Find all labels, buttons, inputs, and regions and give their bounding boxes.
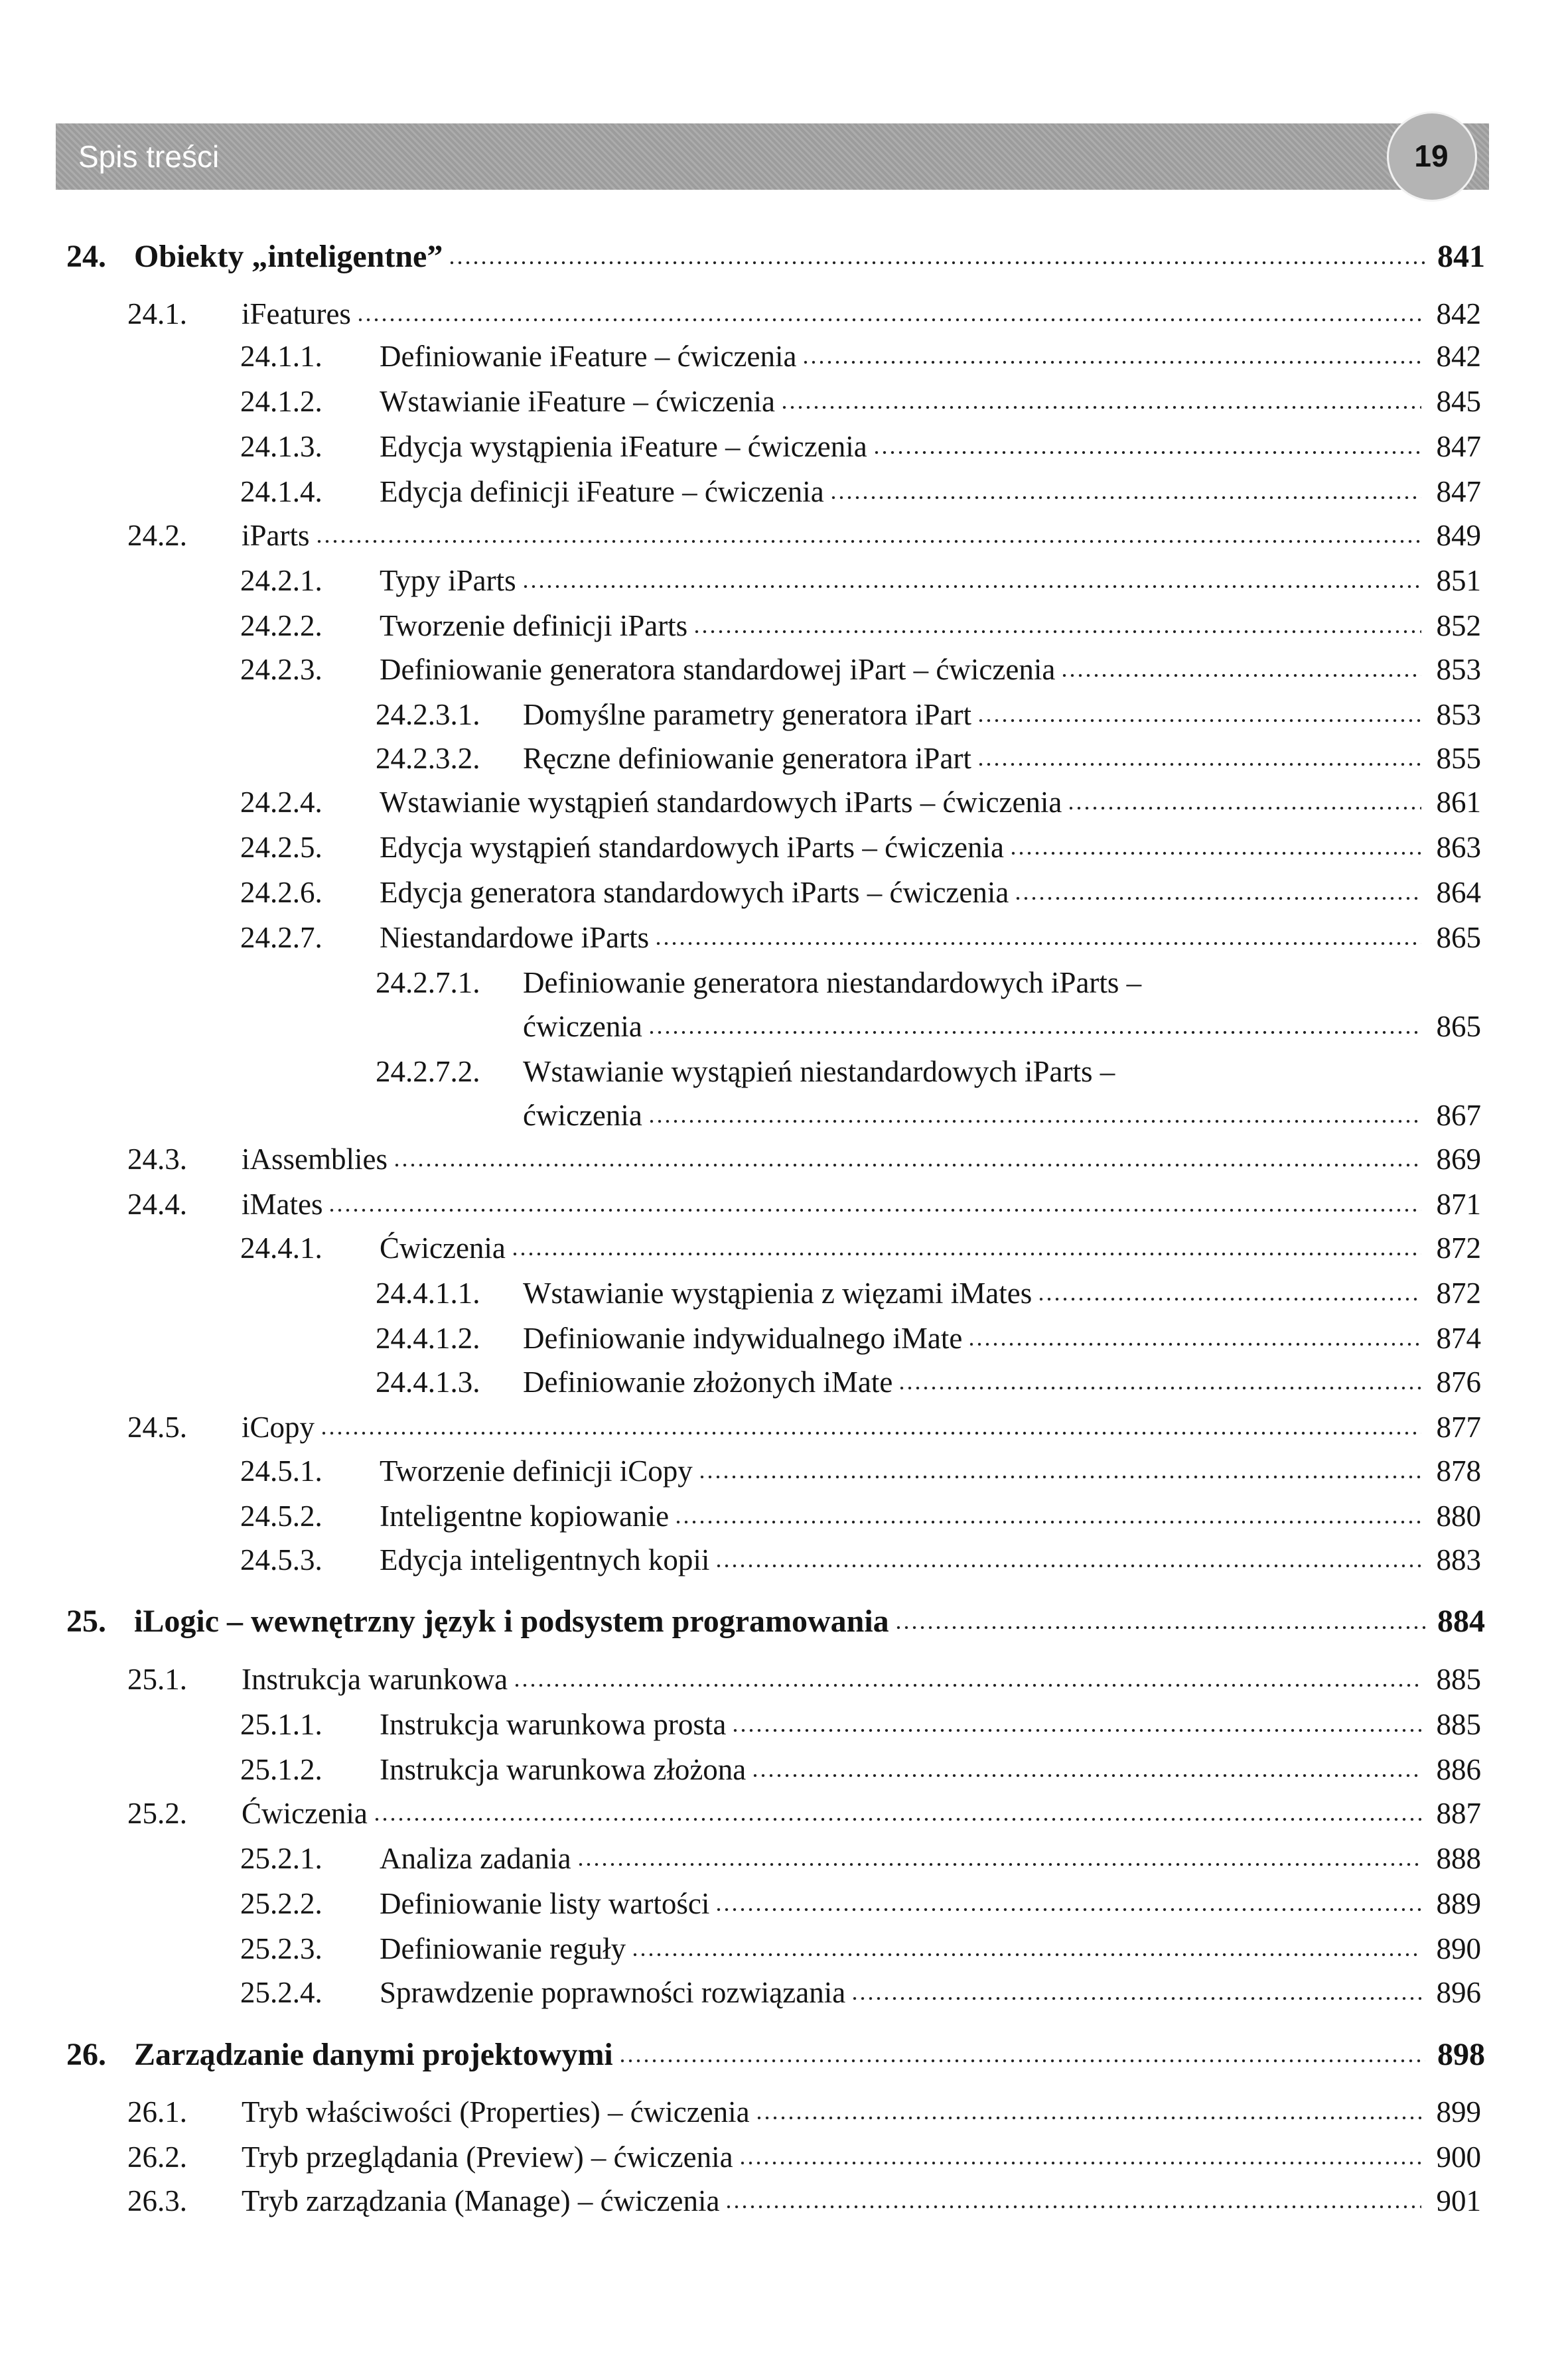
toc-number: 26.2. <box>127 2140 187 2174</box>
toc-title: Definiowanie iFeature – ćwiczenia <box>380 340 797 373</box>
toc-page-number: 847 <box>1436 430 1481 463</box>
dot-leader <box>320 1431 1421 1435</box>
toc-number: 24.2.6. <box>240 876 322 909</box>
toc-entry[interactable] <box>0 1272 1568 1314</box>
toc-chapter[interactable] <box>0 236 1568 278</box>
toc-number: 25.2.3. <box>240 1932 322 1965</box>
dot-leader <box>618 2059 1425 2063</box>
toc-entry[interactable] <box>0 1748 1568 1791</box>
toc-number: 24.2.1. <box>240 564 322 597</box>
toc-entry[interactable] <box>0 1183 1568 1225</box>
toc-number: 24.4.1.1. <box>376 1277 480 1310</box>
toc-number: 24.2.3. <box>240 653 322 686</box>
toc-title: iAssemblies <box>242 1143 388 1176</box>
toc-page-number: 896 <box>1436 1976 1481 2009</box>
toc-title: Wstawianie wystąpienia z więzami iMates <box>523 1277 1033 1310</box>
toc-title: iParts <box>242 519 310 552</box>
toc-number: 24. <box>66 239 106 274</box>
toc-title: Instrukcja warunkowa prosta <box>380 1708 727 1741</box>
toc-number: 24.1.2. <box>240 385 322 418</box>
dot-leader <box>1009 851 1421 855</box>
dot-leader <box>315 539 1421 543</box>
toc-title: Definiowanie generatora standardowej iPart – ćwiczenia <box>380 653 1056 686</box>
dot-leader <box>513 1683 1421 1687</box>
dot-leader <box>751 1774 1421 1778</box>
toc-title: Ręczne definiowanie generatora iPart <box>523 742 971 775</box>
toc-title: Typy iParts <box>380 564 516 597</box>
toc-number: 25.2.2. <box>240 1887 322 1920</box>
toc-entry[interactable] <box>0 1837 1568 1880</box>
toc-page-number: 883 <box>1436 1543 1481 1576</box>
toc-number: 24.5. <box>127 1411 187 1444</box>
toc-number: 24.5.3. <box>240 1543 322 1576</box>
toc-entry[interactable] <box>0 380 1568 423</box>
toc-number: 24.4. <box>127 1188 187 1221</box>
toc-entry[interactable] <box>0 1971 1568 2014</box>
dot-leader <box>851 1996 1421 2000</box>
toc-title: Ćwiczenia <box>380 1231 506 1265</box>
toc-number: 24.4.1.3. <box>376 1365 480 1399</box>
toc-title: Tryb zarządzania (Manage) – ćwiczenia <box>242 2184 720 2217</box>
toc-title: Wstawianie iFeature – ćwiczenia <box>380 385 775 418</box>
dot-leader <box>373 1817 1421 1821</box>
toc-page-number: 845 <box>1436 385 1481 418</box>
toc-number: 24.3. <box>127 1143 187 1176</box>
toc-entry[interactable] <box>0 514 1568 557</box>
toc-number: 26.3. <box>127 2184 187 2217</box>
toc-entry[interactable] <box>0 1317 1568 1360</box>
toc-number: 24.2. <box>127 519 187 552</box>
dot-leader <box>654 942 1421 945</box>
toc-number: 24.5.1. <box>240 1454 322 1488</box>
toc-title: Tryb przeglądania (Preview) – ćwiczenia <box>242 2140 733 2174</box>
toc-page-number: 865 <box>1436 921 1481 954</box>
toc-title: Definiowanie złożonych iMate <box>523 1365 893 1399</box>
dot-leader <box>715 1564 1421 1568</box>
toc-entry[interactable] <box>0 1882 1568 1925</box>
toc-entry[interactable] <box>0 559 1568 602</box>
toc-page-number: 863 <box>1436 831 1481 864</box>
toc-page-number: 867 <box>1436 1099 1481 1132</box>
toc-title: Wstawianie wystąpień niestandardowych iParts – <box>523 1055 1115 1088</box>
dot-leader <box>511 1252 1421 1256</box>
dot-leader <box>739 2161 1421 2165</box>
toc-page-number: 874 <box>1436 1322 1481 1355</box>
toc-title: iCopy <box>242 1411 315 1444</box>
dot-leader <box>1014 896 1421 900</box>
dot-leader <box>1060 673 1421 677</box>
toc-title: Instrukcja warunkowa <box>242 1663 508 1696</box>
toc-page-number: 887 <box>1436 1797 1481 1830</box>
section-title: Spis treści <box>78 139 220 174</box>
dot-leader <box>967 1342 1421 1346</box>
toc-title: Tworzenie definicji iParts <box>380 609 688 642</box>
dot-leader <box>356 318 1421 322</box>
toc-entry[interactable] <box>0 470 1568 513</box>
toc-page-number: 864 <box>1436 876 1481 909</box>
toc-number: 24.2.7.2. <box>376 1055 480 1088</box>
toc-entry[interactable] <box>0 737 1568 780</box>
toc-page-number: 871 <box>1436 1188 1481 1221</box>
toc-number: 25.2. <box>127 1797 187 1830</box>
toc-entry[interactable] <box>0 1361 1568 1403</box>
toc-title: Edycja inteligentnych kopii <box>380 1543 710 1576</box>
toc-page-number: 841 <box>1437 239 1485 274</box>
toc-chapter[interactable] <box>0 2034 1568 2076</box>
toc-entry[interactable] <box>0 826 1568 869</box>
toc-page-number: 878 <box>1436 1454 1481 1488</box>
toc-page-number: 886 <box>1436 1753 1481 1786</box>
toc-entry[interactable] <box>0 2091 1568 2133</box>
dot-leader <box>393 1163 1421 1167</box>
page-number: 19 <box>1414 139 1449 173</box>
toc-entry[interactable] <box>0 1792 1568 1835</box>
toc-entry[interactable] <box>0 693 1568 736</box>
toc-number: 26. <box>66 2037 106 2072</box>
toc-entry[interactable] <box>0 1406 1568 1448</box>
toc-entry[interactable] <box>0 293 1568 335</box>
dot-leader <box>522 585 1421 589</box>
dot-leader <box>802 360 1421 364</box>
dot-leader <box>898 1386 1421 1390</box>
toc-number: 24.2.4. <box>240 786 322 819</box>
toc-page-number: 855 <box>1436 742 1481 775</box>
toc-entry[interactable] <box>0 1927 1568 1970</box>
toc-number: 25.1. <box>127 1663 187 1696</box>
toc-entry[interactable] <box>0 781 1568 823</box>
toc-entry[interactable] <box>0 425 1568 468</box>
toc-number: 24.1. <box>127 297 187 330</box>
toc-entry[interactable] <box>0 871 1568 914</box>
toc-entry[interactable] <box>0 1227 1568 1269</box>
toc-page-number: 853 <box>1436 698 1481 731</box>
toc-page-number: 877 <box>1436 1411 1481 1444</box>
toc-entry[interactable] <box>0 1450 1568 1492</box>
toc-title: Tryb właściwości (Properties) – ćwiczenia <box>242 2095 750 2129</box>
dot-leader <box>780 405 1421 409</box>
toc-entry[interactable] <box>0 1005 1568 1048</box>
toc-entry[interactable] <box>0 648 1568 691</box>
toc-page-number: 872 <box>1436 1277 1481 1310</box>
toc-number: 25.1.1. <box>240 1708 322 1741</box>
toc-page-number: 852 <box>1436 609 1481 642</box>
toc-title: Zarządzanie danymi projektowymi <box>134 2037 613 2072</box>
toc-number: 24.5.2. <box>240 1500 322 1533</box>
toc-title: Ćwiczenia <box>242 1797 368 1830</box>
toc-title: Edycja wystąpienia iFeature – ćwiczenia <box>380 430 867 463</box>
toc-number: 24.2.3.2. <box>376 742 480 775</box>
dot-leader <box>873 451 1421 455</box>
dot-leader <box>577 1862 1421 1866</box>
toc-title: iLogic – wewnętrzny język i podsystem programowania <box>134 1604 889 1639</box>
dot-leader <box>894 1626 1425 1630</box>
toc-number: 24.2.3.1. <box>376 698 480 731</box>
dot-leader <box>693 630 1421 634</box>
toc-number: 25.1.2. <box>240 1753 322 1786</box>
toc-entry[interactable] <box>0 1138 1568 1180</box>
toc-title: Inteligentne kopiowanie <box>380 1500 670 1533</box>
toc-chapter[interactable] <box>0 1600 1568 1643</box>
dot-leader <box>1067 806 1421 810</box>
toc-title: Edycja definicji iFeature – ćwiczenia <box>380 475 824 508</box>
dot-leader <box>648 1119 1421 1123</box>
toc-number: 24.1.3. <box>240 430 322 463</box>
toc-page-number: 849 <box>1436 519 1481 552</box>
toc-page-number: 880 <box>1436 1500 1481 1533</box>
dot-leader <box>674 1520 1421 1524</box>
dot-leader <box>328 1208 1421 1212</box>
toc-page-number: 884 <box>1437 1604 1485 1639</box>
dot-leader <box>977 719 1421 723</box>
dot-leader <box>1037 1297 1421 1301</box>
toc-number: 24.4.1. <box>240 1231 322 1265</box>
dot-leader <box>731 1728 1421 1732</box>
toc-page-number: 899 <box>1436 2095 1481 2129</box>
toc-title: Definiowanie listy wartości <box>380 1887 710 1920</box>
toc-entry[interactable] <box>0 2136 1568 2178</box>
dot-leader <box>631 1953 1421 1957</box>
toc-page-number: 861 <box>1436 786 1481 819</box>
toc-page-number: 885 <box>1436 1708 1481 1741</box>
toc-title: Domyślne parametry generatora iPart <box>523 698 971 731</box>
toc-page-number: 853 <box>1436 653 1481 686</box>
toc-number: 25.2.4. <box>240 1976 322 2009</box>
toc-title: Edycja wystąpień standardowych iParts – ćwiczenia <box>380 831 1004 864</box>
dot-leader <box>755 2116 1421 2120</box>
toc-page-number: 888 <box>1436 1842 1481 1875</box>
toc-number: 24.2.7. <box>240 921 322 954</box>
toc-title: Tworzenie definicji iCopy <box>380 1454 693 1488</box>
toc-title: Analiza zadania <box>380 1842 571 1875</box>
toc-entry[interactable] <box>0 1703 1568 1746</box>
toc-page-number: 872 <box>1436 1231 1481 1265</box>
toc-page-number: 865 <box>1436 1010 1481 1043</box>
toc-page-number: 876 <box>1436 1365 1481 1399</box>
toc-title: Obiekty „inteligentne” <box>134 239 443 274</box>
toc-entry[interactable] <box>0 1658 1568 1701</box>
toc-title: iMates <box>242 1188 323 1221</box>
toc-entry[interactable] <box>0 1094 1568 1137</box>
toc-number: 24.4.1.2. <box>376 1322 480 1355</box>
toc-entry[interactable] <box>0 961 1568 1004</box>
toc-entry[interactable] <box>0 1050 1568 1093</box>
toc-page-number: 898 <box>1437 2037 1485 2072</box>
dot-leader <box>977 762 1421 766</box>
toc-entry[interactable] <box>0 916 1568 959</box>
toc-number: 24.1.1. <box>240 340 322 373</box>
toc-page-number: 900 <box>1436 2140 1481 2174</box>
toc-page-number: 869 <box>1436 1143 1481 1176</box>
toc-entry[interactable] <box>0 1539 1568 1581</box>
toc-title: ćwiczenia <box>523 1099 642 1132</box>
toc-title: Definiowanie reguły <box>380 1932 626 1965</box>
dot-leader <box>698 1475 1421 1479</box>
toc-page-number: 889 <box>1436 1887 1481 1920</box>
toc-page-number: 901 <box>1436 2184 1481 2217</box>
toc-number: 25.2.1. <box>240 1842 322 1875</box>
toc-number: 24.2.5. <box>240 831 322 864</box>
dot-leader <box>829 496 1421 500</box>
toc-page-number: 890 <box>1436 1932 1481 1965</box>
toc-entry[interactable] <box>0 604 1568 647</box>
toc-title: Definiowanie generatora niestandardowych iParts – <box>523 966 1142 999</box>
toc-page-number: 842 <box>1436 340 1481 373</box>
toc-number: 24.2.2. <box>240 609 322 642</box>
dot-leader <box>725 2205 1421 2209</box>
dot-leader <box>648 1030 1421 1034</box>
toc-title: iFeatures <box>242 297 351 330</box>
toc-title: Definiowanie indywidualnego iMate <box>523 1322 963 1355</box>
toc-entry[interactable] <box>0 2180 1568 2222</box>
dot-leader <box>715 1908 1421 1912</box>
toc-title: ćwiczenia <box>523 1010 642 1043</box>
toc-entry[interactable] <box>0 1495 1568 1537</box>
toc-title: Sprawdzenie poprawności rozwiązania <box>380 1976 846 2009</box>
toc-number: 25. <box>66 1604 106 1639</box>
toc-entry[interactable] <box>0 335 1568 378</box>
dot-leader <box>448 261 1425 265</box>
toc-page-number: 842 <box>1436 297 1481 330</box>
toc-number: 26.1. <box>127 2095 187 2129</box>
toc-number: 24.2.7.1. <box>376 966 480 999</box>
toc-number: 24.1.4. <box>240 475 322 508</box>
toc-page-number: 851 <box>1436 564 1481 597</box>
toc-title: Niestandardowe iParts <box>380 921 650 954</box>
toc-title: Edycja generatora standardowych iParts – ćwiczenia <box>380 876 1009 909</box>
toc-title: Instrukcja warunkowa złożona <box>380 1753 747 1786</box>
toc-page-number: 847 <box>1436 475 1481 508</box>
toc-page-number: 885 <box>1436 1663 1481 1696</box>
toc-title: Wstawianie wystąpień standardowych iParts – ćwiczenia <box>380 786 1062 819</box>
